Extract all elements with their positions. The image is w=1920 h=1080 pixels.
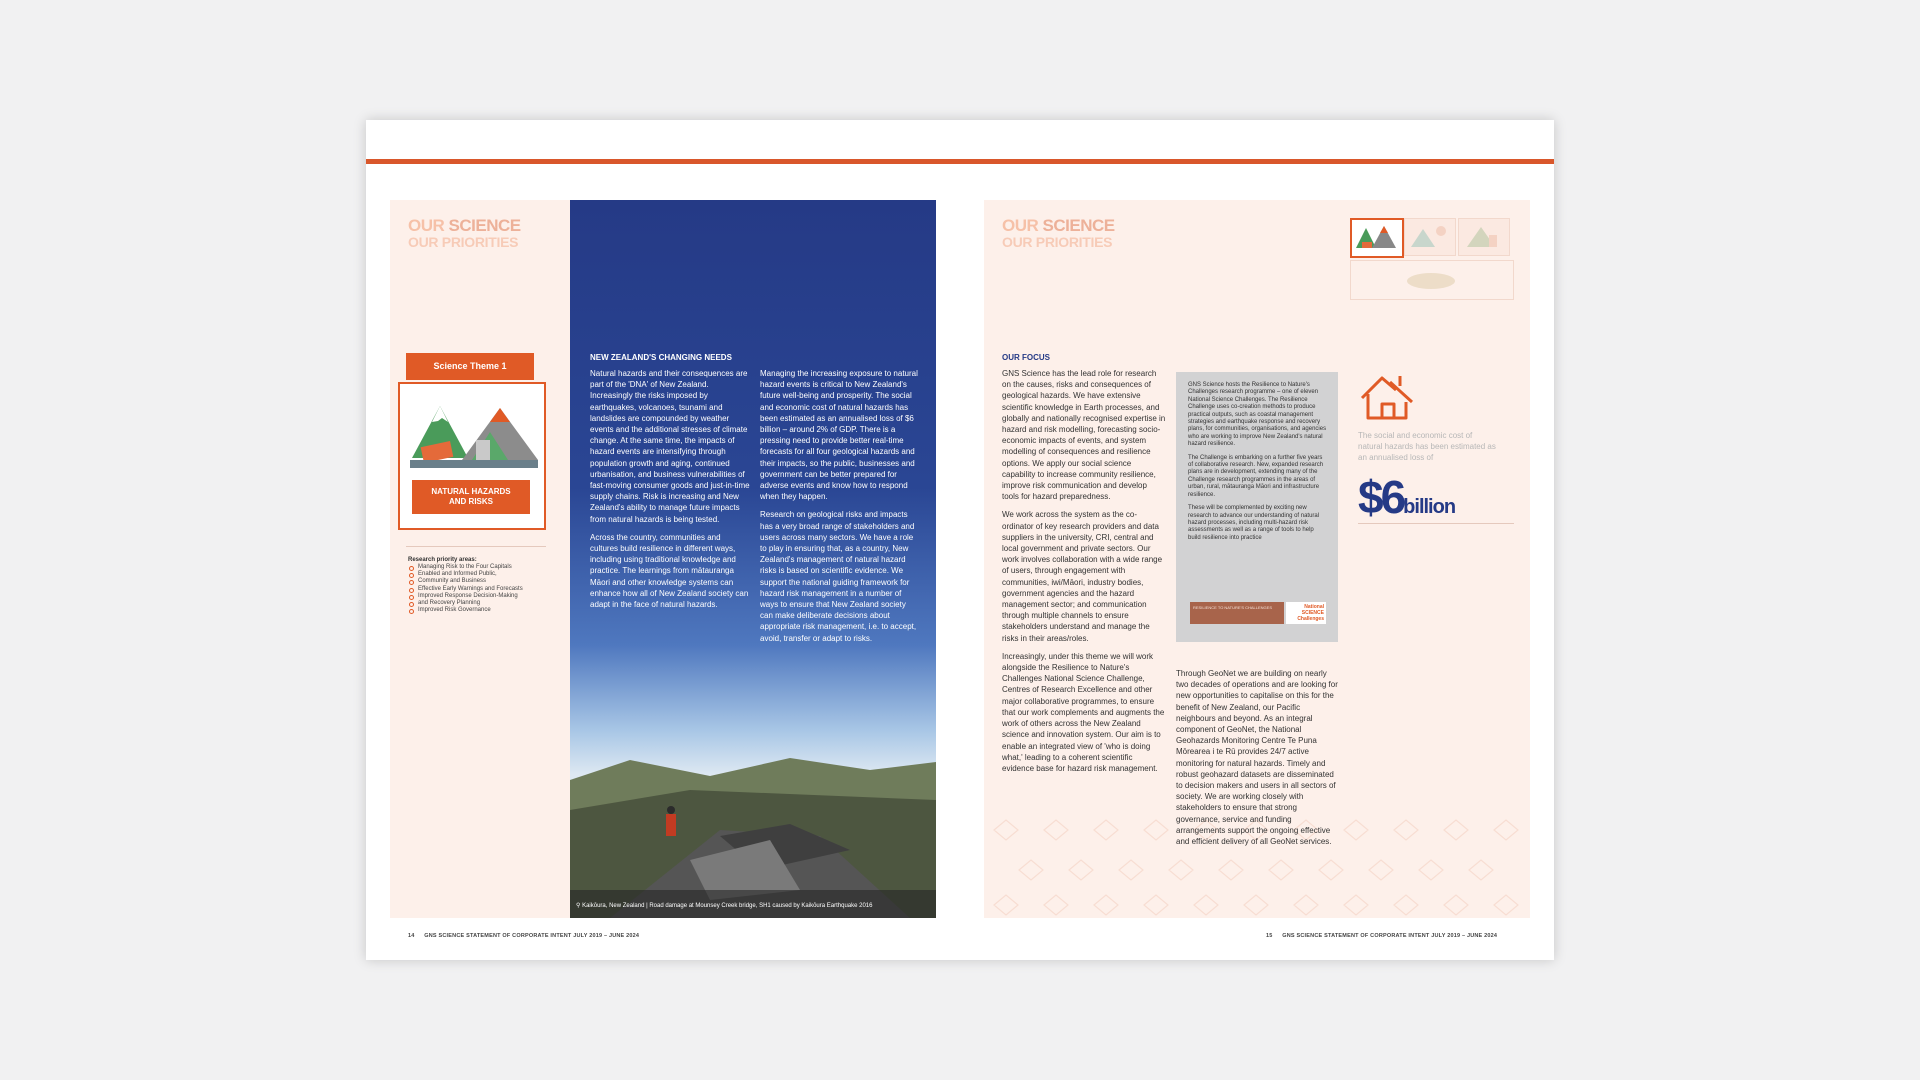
road-damage-photo: [570, 740, 936, 918]
focus-column-2: [1176, 668, 1340, 854]
left-kicker: [408, 216, 521, 236]
footer-text: GNS SCIENCE STATEMENT OF CORPORATE INTENT JULY 2019 – JUNE 2024: [1282, 933, 1498, 939]
left-divider: [406, 546, 546, 547]
paragraph: Through GeoNet we are building on nearly two decades of operations and are looking for new opportunities to capitalise on this for the benefit of New Zealand, our Pacific neighbours and beyond. As an integral component of GeoNet, the National Geohazards Monitoring Centre Te Puna Mōrearea i te Rū provides 24/7 active monitoring for natural hazards. Timely and robust geohazard datasets are disseminated to decision makers and users in all sectors of society. We are working closely with stakeholders to ensure that strong governance, service and funding arrangements support the ongoing effective and efficient delivery of all GeoNet services.: [1176, 669, 1338, 847]
national-science-challenges-logo: [1286, 602, 1326, 624]
priority-item: Effective Early Warnings and Forecasts: [408, 586, 548, 593]
resilience-challenge-logo: RESILIENCE TO NATURE'S CHALLENGES: [1190, 602, 1284, 624]
paragraph: Increasingly, under this theme we will work alongside the Resilience to Nature's Challenges National Science Challenge, Centres of Research Excellence and other major collaborative programmes, to ensure that our work complements and augments the work of others across the New Zealand science and innovation system. Our aim is to enable an integrated view of 'who is doing what,' leading to a coherent scientific evidence base for hazard risk management.: [1002, 651, 1165, 773]
info-box-text: [1188, 382, 1328, 548]
document-spread: [366, 120, 1554, 960]
page-number: 15: [1266, 933, 1273, 939]
stat-divider: [1358, 523, 1514, 524]
paragraph: Across the country, communities and cultures build resilience in different ways, including using traditional knowledge and practice. The learnings from mātauranga Māori and other knowledge systems can enhance how all of New Zealand society can adapt in the face of natural hazards.: [590, 532, 749, 610]
theme-title-line1: NATURAL HAZARDS: [431, 487, 511, 496]
mountains-houses-illustration: [402, 388, 542, 478]
blue-column-1: [590, 368, 750, 617]
priority-heading: Research priority areas:: [408, 557, 477, 563]
priority-item: Improved Response Decision-Making: [408, 593, 548, 600]
futures-thumb-icon: [1351, 261, 1511, 297]
environment-thumb-icon: [1405, 219, 1453, 253]
location-pin-icon: ⚲: [576, 903, 581, 909]
paragraph: GNS Science has the lead role for research on the causes, risks and consequences of geological hazards. We have extensive scientific knowledge in Earth processes, and globally and nationally recognised expertise in hazard and risk modelling, forecasting socio-economic impacts of events, and system modelling of consequences and resilience options. We apply our social science capability to increase community resilience, improve risk communication and develop tools for hazard preparedness.: [1002, 369, 1166, 502]
kicker-our: OUR: [408, 216, 445, 235]
hazards-thumb-icon: [1352, 220, 1400, 254]
paragraph: Research on geological risks and impacts has a very broad range of stakeholders and users across many sectors. We have a role to play in ensuring that, as a country, New Zealand's management of natural hazard risks is based on scientific evidence. We support the national guiding framework for hazard risk management in a number of ways to ensure that New Zealand society can make deliberate decisions about appropriate risk management, i.e. to accept, avoid, transfer or adapt to risks.: [760, 510, 917, 643]
paragraph: The Challenge is embarking on a further five years of collaborative research. New, expanded research plans are in development, extending many of the Challenge research programmes in the areas of urban, rural, mātauranga Māori and infrastructure resilience.: [1188, 454, 1324, 498]
science-theme-tab: Science Theme 1: [406, 353, 534, 380]
page-number: 14: [408, 933, 415, 939]
stat-description: The social and economic cost of natural hazards has been estimated as an annualised loss of: [1358, 431, 1496, 462]
paragraph: These will be complemented by exciting new research to advance our understanding of natural hazard processes, including multi-hazard risk assessments as well as a range of tools to help build resilience into practice: [1188, 505, 1320, 541]
energy-thumb-icon: [1459, 219, 1507, 253]
damaged-house-icon: [1356, 372, 1418, 424]
priority-item: Community and Business: [408, 578, 548, 585]
left-kicker-sub: OUR PRIORITIES: [408, 234, 519, 250]
logo-line: SCIENCE: [1301, 610, 1324, 616]
blue-column-2: [760, 368, 920, 651]
left-footer: [408, 933, 639, 939]
theme-thumbnail-4[interactable]: [1350, 260, 1514, 300]
theme-thumbnail-2[interactable]: [1404, 218, 1456, 256]
kicker-our: OUR: [1002, 216, 1039, 235]
theme-illustration-box: [398, 382, 546, 530]
logo-line: Challenges: [1297, 616, 1324, 622]
priority-item: and Recovery Planning: [408, 600, 548, 607]
paragraph: Managing the increasing exposure to natural hazard events is critical to New Zealand's future well-being and prosperity. The social and economic cost of natural hazards has been estimated as an annualised loss of $6 billion – around 2% of GDP. There is a pressing need to provide better real-time forecasts for all four geological hazards and their impacts, so the public, businesses and government can be better prepared for adverse events and know how to respond when they happen.: [760, 369, 918, 502]
paragraph: We work across the system as the co-ordinator of key research providers and data suppliers in the university, CRI, central and local government and private sectors. Our work involves collaboration with a wide range of users, through engagement with communities, iwi/Māori, industry bodies, government agencies and the hazard management sector; and communication through multiple channels to ensure stakeholders understand and manage the risks in their areas/roles.: [1002, 510, 1163, 643]
paragraph: Natural hazards and their consequences are part of the 'DNA' of New Zealand. Increasingly the risks imposed by earthquakes, volcanoes, tsunami and landslides are compounded by weather events and the additional stresses of climate change. At the same time, the impacts of hazard events are intensifying through population growth and aging, continued urbanisation, and business vulnerabilities of fast-moving consumer goods and just-in-time supply chains. Risk is increasing and New Zealand's ability to manage future impacts from natural hazards is being tested.: [590, 369, 750, 524]
priority-item: Enabled and Informed Public,: [408, 571, 548, 578]
logo-line: National: [1304, 604, 1324, 610]
top-accent-bar: [366, 159, 1554, 164]
kicker-science: SCIENCE: [448, 216, 521, 235]
priority-list: [408, 564, 548, 614]
theme-title-line2: AND RISKS: [448, 497, 493, 506]
priority-item: Managing Risk to the Four Capitals: [408, 564, 548, 571]
stat-value: $6: [1358, 471, 1404, 523]
blue-panel-heading: NEW ZEALAND'S CHANGING NEEDS: [590, 353, 732, 362]
right-kicker-sub: OUR PRIORITIES: [1002, 234, 1113, 250]
resilience-info-box: [1176, 372, 1338, 642]
photo-caption: [576, 902, 872, 909]
theme-thumbnail-3[interactable]: [1458, 218, 1510, 256]
our-focus-heading: OUR FOCUS: [1002, 353, 1050, 362]
stat-unit: billion: [1403, 496, 1456, 518]
priority-item: Improved Risk Governance: [408, 607, 548, 614]
footer-text: GNS SCIENCE STATEMENT OF CORPORATE INTENT JULY 2019 – JUNE 2024: [424, 933, 640, 939]
kicker-science: SCIENCE: [1042, 216, 1115, 235]
theme-thumbnail-1[interactable]: [1350, 218, 1404, 258]
caption-text: Kaikōura, New Zealand | Road damage at Mounsey Creek bridge, SH1 caused by Kaikōura Earthquake 2016: [582, 903, 873, 909]
focus-column-1: [1002, 368, 1166, 781]
paragraph: GNS Science hosts the Resilience to Nature's Challenges research programme – one of eleven National Science Challenges. The Resilience Challenge uses co-creation methods to produce practical outputs, such as coastal management strategies and earthquake response and recovery plans, for communities, organisations, and agencies who are working to improve New Zealand's natural hazard resilience.: [1188, 382, 1327, 448]
stat-figure: [1358, 470, 1455, 524]
right-kicker: [1002, 216, 1115, 236]
theme-title-label: [412, 480, 530, 514]
right-footer: [1266, 933, 1497, 939]
